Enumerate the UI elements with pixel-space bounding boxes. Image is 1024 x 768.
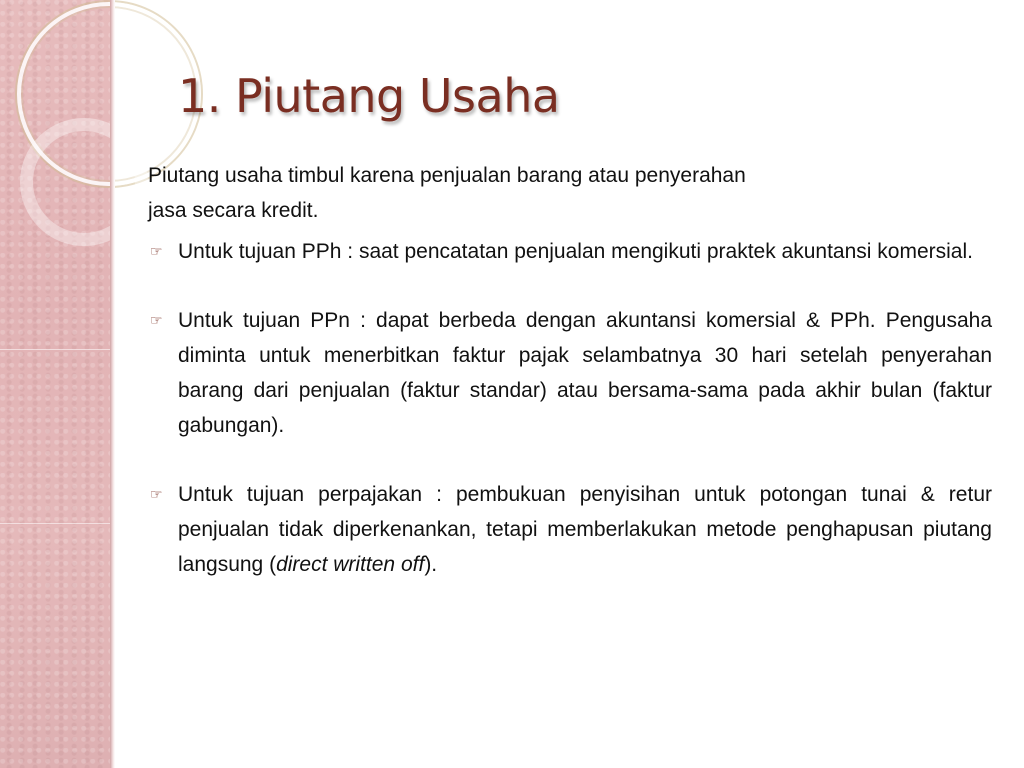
bullet-suffix: ). — [424, 553, 438, 576]
bullet-item — [148, 477, 992, 582]
sidebar-seam — [0, 523, 114, 524]
decorative-ring — [20, 118, 148, 246]
bullet-item — [148, 234, 992, 269]
intro-paragraph — [148, 158, 992, 228]
bullet-text: Untuk tujuan PPh : saat pencatatan penjualan mengikuti praktek akuntansi komersial. — [178, 240, 973, 263]
bullet-text: Untuk tujuan PPn : dapat berbeda dengan akuntansi komersial & PPh. Pengusaha diminta untuk menerbitkan faktur pajak selambatnya 30 hari setelah penyerahan barang dari penjualan (faktur standar) atau bersama-sama pada akhir bulan (faktur gabungan). — [178, 309, 992, 437]
intro-line: jasa secara kredit. — [148, 199, 319, 222]
pointing-hand-icon: ☞ — [150, 312, 163, 328]
sidebar-edge — [110, 0, 115, 768]
slide-body — [148, 158, 992, 617]
bullet-text: Untuk tujuan perpajakan : pembukuan penyisihan untuk potongan tunai & retur penjualan tidak diperkenankan, tetapi memberlakukan metode penghapusan piutang langsung ( — [178, 483, 992, 576]
intro-line: Piutang usaha timbul karena penjualan barang atau penyerahan — [148, 164, 746, 187]
bullet-list — [148, 234, 992, 582]
pointing-hand-icon: ☞ — [150, 243, 163, 259]
sidebar-seam — [0, 349, 114, 350]
bullet-item — [148, 303, 992, 443]
slide-title: 1. Piutang Usaha — [178, 69, 560, 123]
pointing-hand-icon: ☞ — [150, 486, 163, 502]
bullet-emphasis: direct written off — [276, 553, 425, 576]
